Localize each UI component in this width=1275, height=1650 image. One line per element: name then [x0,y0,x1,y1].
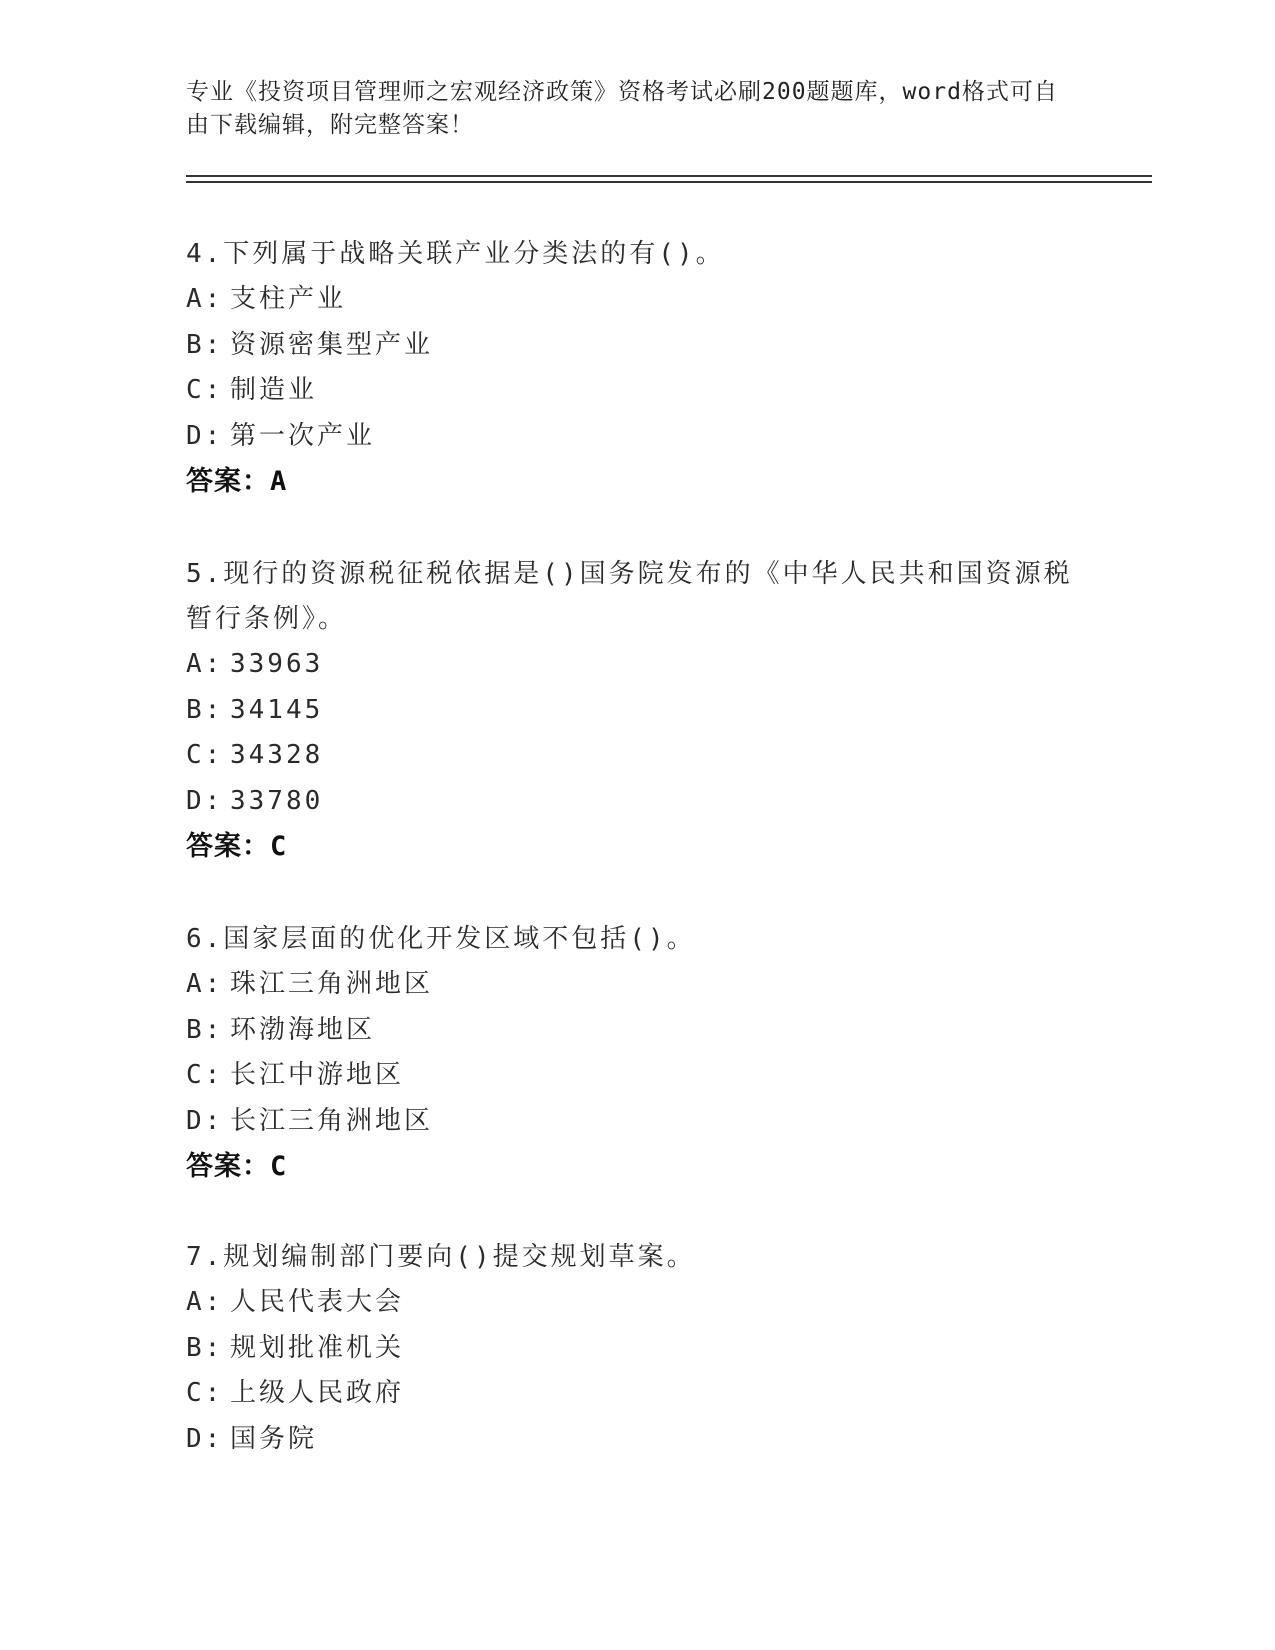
option-d [186,779,1086,825]
option-key: D: [186,420,224,451]
option-b [186,1008,1086,1054]
option-text: 人民代表大会 [230,1287,405,1317]
option-b [186,323,1086,369]
option-c [186,368,1086,414]
header-divider-top [186,175,1152,177]
question-stem: 6.国家层面的优化开发区域不包括()。 [186,924,696,954]
option-d [186,1417,1086,1463]
option-key: A: [186,969,224,999]
option-key: B: [186,329,224,360]
option-text: 长江三角洲地区 [230,1105,434,1136]
option-a [186,1280,1086,1326]
question-block [186,232,1086,504]
answer-line: 答案：C [186,831,288,862]
option-key: C: [186,1060,224,1090]
header-divider-bottom [186,181,1152,183]
option-text: 上级人民政府 [230,1378,405,1408]
option-key: B: [186,694,224,725]
option-c [186,1371,1086,1417]
option-c [186,733,1086,779]
option-b [186,688,1086,734]
option-c [186,1053,1086,1099]
option-text: 长江中游地区 [230,1060,405,1090]
option-key: A: [186,649,224,679]
option-key: A: [186,284,224,314]
option-key: A: [186,1287,224,1317]
answer-line: 答案：C [186,1151,288,1182]
option-text: 环渤海地区 [230,1014,376,1045]
answer-line: 答案：A [186,466,288,497]
option-text: 34145 [230,694,324,725]
option-a [186,277,1086,323]
option-key: C: [186,1378,224,1408]
option-a [186,962,1086,1008]
option-text: 规划批准机关 [230,1332,405,1363]
option-text: 34328 [230,740,324,770]
question-block [186,552,1086,869]
question-stem: 7.规划编制部门要向()提交规划草案。 [186,1242,696,1272]
option-key: D: [186,785,224,816]
option-text: 第一次产业 [230,420,376,451]
option-text: 制造业 [230,375,318,405]
option-key: B: [186,1332,224,1363]
option-text: 支柱产业 [230,284,347,314]
option-b [186,1326,1086,1372]
option-key: D: [186,1423,224,1454]
option-key: C: [186,375,224,405]
option-key: D: [186,1105,224,1136]
option-d [186,1099,1086,1145]
option-text: 国务院 [230,1423,318,1454]
option-a [186,642,1086,688]
option-key: B: [186,1014,224,1045]
option-text: 资源密集型产业 [230,329,434,360]
document-header: 专业《投资项目管理师之宏观经济政策》资格考试必刷200题题库，word格式可自由下载编辑，附完整答案！ [186,79,1058,138]
question-block [186,917,1086,1189]
question-block [186,1235,1086,1462]
option-key: C: [186,740,224,770]
option-text: 33963 [230,649,324,679]
option-d [186,414,1086,460]
question-stem: 4.下列属于战略关联产业分类法的有()。 [186,239,725,269]
option-text: 珠江三角洲地区 [230,969,434,999]
option-text: 33780 [230,785,324,816]
question-stem: 5.现行的资源税征税依据是()国务院发布的《中华人民共和国资源税暂行条例》。 [186,559,1073,634]
